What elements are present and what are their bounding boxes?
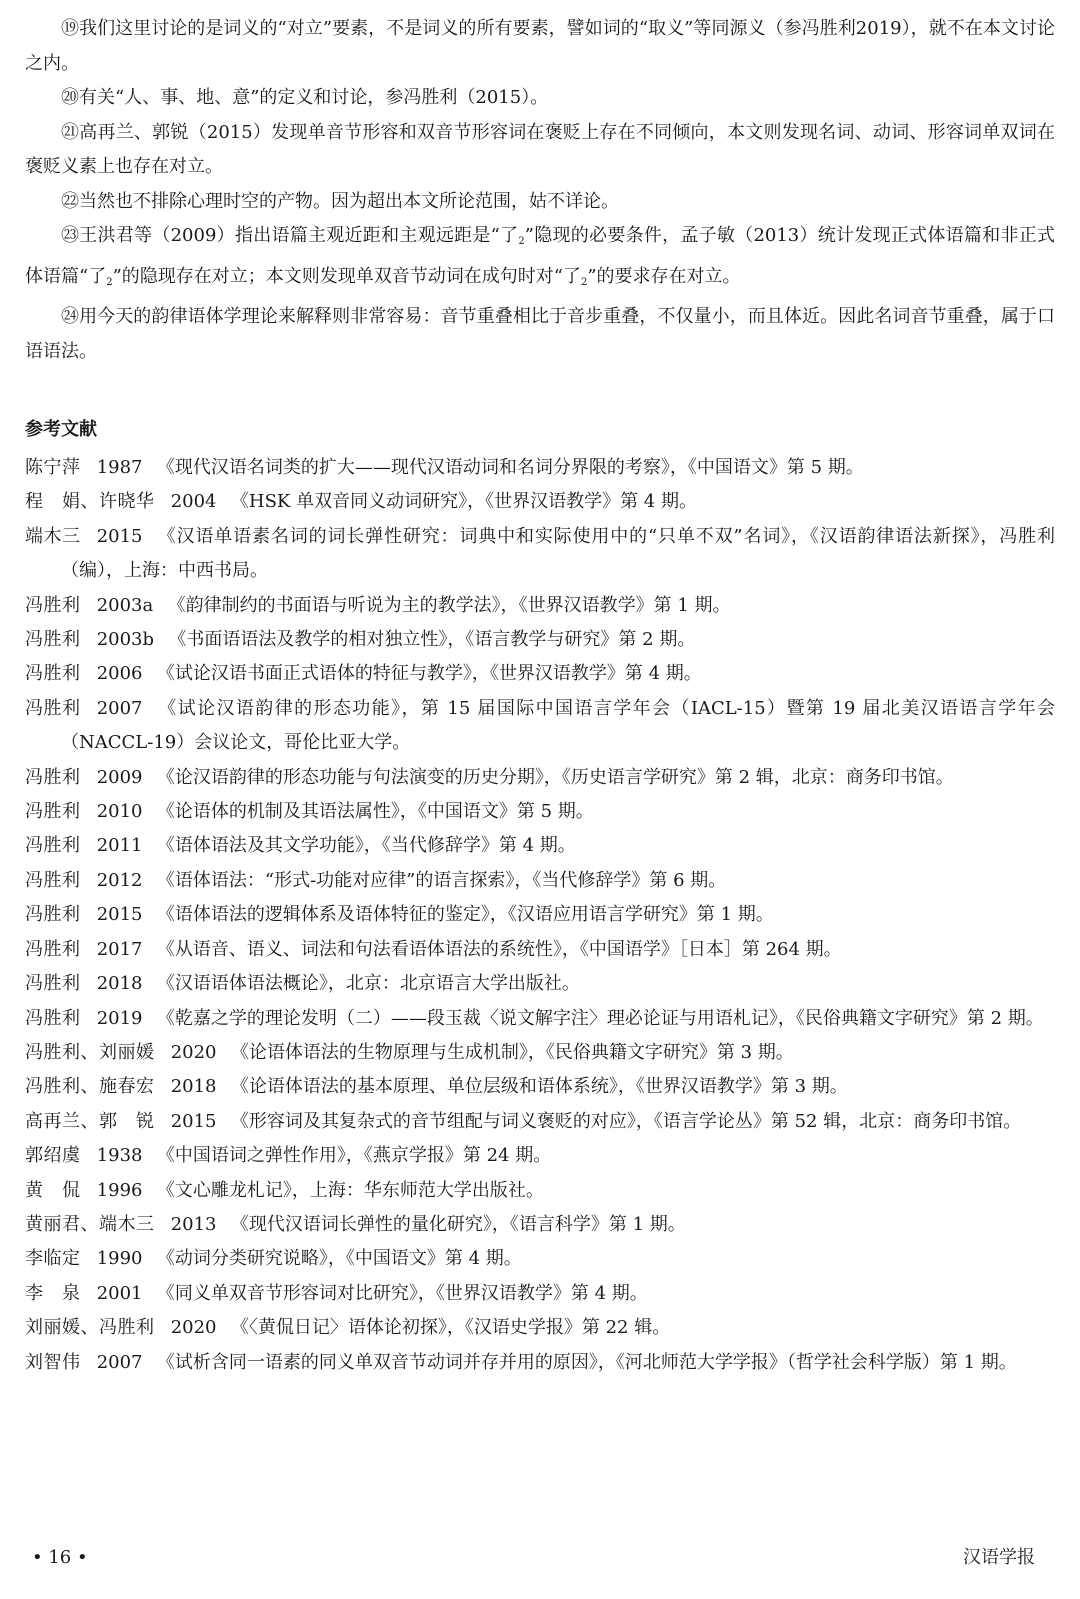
reference-text: 《中国语词之弹性作用》，《燕京学报》第 24 期。	[156, 1145, 552, 1167]
footnote-23-part: ”的要求存在对立。	[587, 265, 741, 287]
reference-year: 2004	[170, 491, 217, 513]
reference-author: 刘智伟	[25, 1351, 81, 1373]
reference-text: 《论语体语法的基本原理、单位层级和语体系统》，《世界汉语教学》第 3 期。	[230, 1076, 848, 1098]
page-number: • 16 •	[32, 1547, 88, 1568]
reference-year: 1987	[96, 457, 143, 478]
reference-year: 2001	[96, 1282, 143, 1304]
reference-text: 《现代汉语名词类的扩大——现代汉语动词和名词分界限的考察》，《中国语文》第 5 期。	[156, 457, 864, 478]
reference-year: 2003b	[96, 629, 155, 651]
reference-entry	[25, 1311, 1055, 1345]
reference-text: 《试论汉语书面正式语体的特征与教学》，《世界汉语教学》第 4 期。	[156, 663, 702, 685]
reference-author: 刘丽媛、冯胜利	[25, 1317, 155, 1339]
reference-author: 冯胜利	[25, 973, 81, 995]
reference-year: 2006	[96, 663, 143, 685]
reference-text: 《同义单双音节形容词对比研究》，《世界汉语教学》第 4 期。	[156, 1282, 648, 1304]
reference-entry	[25, 451, 1055, 485]
reference-entry	[25, 589, 1055, 623]
reference-text: 《试论汉语韵律的形态功能》，第 15 届国际中国语言学年会（IACL-15）暨第 19 届北美汉语语言学年会（NACCL-19）会议论文，哥伦比亚大学。	[61, 697, 1055, 754]
reference-year: 1938	[96, 1145, 143, 1167]
reference-entry	[25, 1346, 1055, 1380]
reference-entry	[25, 520, 1055, 589]
reference-author: 冯胜利	[25, 766, 81, 788]
reference-author: 高再兰、郭 锐	[25, 1110, 155, 1132]
subscript: 2	[518, 236, 525, 247]
reference-text: 《文心雕龙札记》，上海：华东师范大学出版社。	[156, 1179, 544, 1201]
reference-author: 冯胜利	[25, 663, 81, 685]
reference-author: 黄丽君、端木三	[25, 1213, 155, 1235]
reference-entry	[25, 1139, 1055, 1173]
footnote-23-part: ”的隐现存在对立；本文则发现单双音节动词在成句时对“了	[112, 265, 581, 287]
reference-text: 《试析含同一语素的同义单双音节动词并存并用的原因》，《河北师范大学学报》（哲学社会科学版）第 1 期。	[156, 1351, 1017, 1373]
reference-text: 《形容词及其复杂式的音节组配与词义褒贬的对应》，《语言学论丛》第 52 辑，北京：商务印书馆。	[230, 1110, 1022, 1132]
reference-entry	[25, 1174, 1055, 1208]
journal-name: 汉语学报	[963, 1547, 1035, 1568]
reference-entry	[25, 795, 1055, 829]
reference-author: 冯胜利、施春宏	[25, 1076, 155, 1098]
reference-year: 2007	[96, 1351, 143, 1373]
reference-list	[25, 451, 1055, 1380]
reference-author: 冯胜利	[25, 904, 81, 926]
footnote-23-part: ”隐现的必要条件，孟子敏（2013）统计发现正式体语篇和非正式体语篇“了	[25, 225, 1055, 287]
reference-year: 2007	[96, 697, 143, 719]
reference-author: 冯胜利	[25, 594, 81, 616]
reference-entry	[25, 692, 1055, 761]
reference-year: 2019	[96, 1007, 143, 1029]
page-footer	[32, 1541, 1035, 1575]
reference-text: 《语体语法：“形式-功能对应律”的语言探索》，《当代修辞学》第 6 期。	[156, 869, 727, 891]
reference-year: 2015	[96, 525, 143, 547]
footnote-20: ⑳有关“人、事、地、意”的定义和讨论，参冯胜利（2015）。	[61, 87, 549, 108]
reference-author: 李临定	[25, 1248, 81, 1270]
reference-author: 冯胜利	[25, 629, 81, 651]
reference-year: 2009	[96, 766, 143, 788]
reference-year: 2018	[170, 1076, 217, 1098]
reference-text: 《论语体语法的生物原理与生成机制》，《民俗典籍文字研究》第 3 期。	[230, 1041, 794, 1063]
reference-entry	[25, 1277, 1055, 1311]
reference-text: 《书面语语法及教学的相对独立性》，《语言教学与研究》第 2 期。	[168, 629, 696, 651]
footnote-19: ⑲我们这里讨论的是词义的“对立”要素，不是词义的所有要素，譬如词的“取义”等同源义（参冯胜利2019），就不在本文讨论之内。	[25, 18, 1055, 74]
reference-text: 《汉语单语素名词的词长弹性研究：词典中和实际使用中的“只单不双”名词》，《汉语韵律语法新探》，冯胜利（编），上海：中西书局。	[61, 525, 1055, 582]
reference-text: 《韵律制约的书面语与听说为主的教学法》，《世界汉语教学》第 1 期。	[167, 594, 731, 616]
reference-text: 《乾嘉之学的理论发明（二）——段玉裁〈说文解字注〉理必论证与用语札记》，《民俗典籍文字研究》第 2 期。	[156, 1007, 1044, 1029]
reference-text: 《语体语法的逻辑体系及语体特征的鉴定》，《汉语应用语言学研究》第 1 期。	[156, 904, 774, 926]
reference-year: 2020	[170, 1041, 217, 1063]
reference-author: 冯胜利	[25, 801, 81, 823]
reference-year: 2018	[96, 973, 143, 995]
reference-year: 2011	[96, 835, 143, 857]
footnote-22: ㉒当然也不排除心理时空的产物。因为超出本文所论范围，姑不详论。	[61, 190, 619, 212]
reference-author: 李 泉	[25, 1282, 81, 1304]
reference-year: 2013	[170, 1213, 217, 1235]
reference-author: 冯胜利	[25, 869, 81, 891]
reference-year: 2015	[170, 1110, 217, 1132]
reference-year: 2010	[96, 801, 143, 823]
reference-author: 郭绍虞	[25, 1145, 81, 1167]
reference-entry	[25, 898, 1055, 932]
reference-entry	[25, 1002, 1055, 1036]
reference-text: 《现代汉语词长弹性的量化研究》，《语言科学》第 1 期。	[230, 1213, 686, 1235]
reference-author: 冯胜利	[25, 697, 81, 719]
reference-text: 《汉语语体语法概论》，北京：北京语言大学出版社。	[156, 973, 580, 995]
reference-entry	[25, 1242, 1055, 1276]
reference-entry	[25, 1036, 1055, 1070]
reference-entry	[25, 1105, 1055, 1139]
reference-year: 2020	[170, 1317, 217, 1339]
reference-entry	[25, 657, 1055, 691]
reference-text: 《〈黄侃日记〉语体论初探》，《汉语史学报》第 22 辑。	[230, 1317, 671, 1339]
footnotes	[25, 12, 1055, 369]
reference-year: 2003a	[96, 594, 154, 616]
reference-author: 黄 侃	[25, 1179, 81, 1201]
reference-entry	[25, 967, 1055, 1001]
reference-year: 2015	[96, 904, 143, 926]
reference-year: 1990	[96, 1248, 143, 1270]
reference-entry	[25, 1208, 1055, 1242]
reference-text: 《从语音、语义、词法和句法看语体语法的系统性》，《中国语学》［日本］第 264 期。	[156, 938, 842, 960]
reference-text: 《论语体的机制及其语法属性》，《中国语文》第 5 期。	[156, 801, 594, 823]
reference-author: 冯胜利	[25, 1007, 81, 1029]
reference-text: 《HSK 单双音同义动词研究》，《世界汉语教学》第 4 期。	[230, 491, 697, 513]
reference-author: 程 娟、许晓华	[25, 491, 155, 513]
reference-entry	[25, 623, 1055, 657]
page-body	[25, 12, 1055, 1380]
reference-author: 冯胜利	[25, 938, 81, 960]
reference-author: 端木三	[25, 525, 81, 547]
reference-entry	[25, 485, 1055, 519]
reference-author: 陈宁萍	[25, 457, 81, 478]
reference-text: 《论汉语韵律的形态功能与句法演变的历史分期》，《历史语言学研究》第 2 辑，北京：商务印书馆。	[156, 766, 954, 788]
footnote-24: ㉔用今天的韵律语体学理论来解释则非常容易：音节重叠相比于音步重叠，不仅量小，而且体近。因此名词音节重叠，属于口语语法。	[25, 306, 1055, 362]
reference-entry	[25, 1070, 1055, 1104]
subscript: 2	[106, 276, 113, 288]
reference-year: 2017	[96, 938, 143, 960]
reference-text: 《语体语法及其文学功能》，《当代修辞学》第 4 期。	[156, 835, 576, 857]
reference-entry	[25, 933, 1055, 967]
footnote-23-part: ㉓王洪君等（2009）指出语篇主观近距和主观远距是“了	[61, 225, 519, 246]
footnote-21: ㉑高再兰、郭锐（2015）发现单音节形容和双音节形容词在褒贬上存在不同倾向，本文则发现名词、动词、形容词单双词在褒贬义素上也存在对立。	[25, 121, 1055, 177]
reference-text: 《动词分类研究说略》，《中国语文》第 4 期。	[156, 1248, 522, 1270]
subscript: 2	[580, 276, 588, 288]
reference-entry	[25, 761, 1055, 795]
references-heading: 参考文献	[25, 419, 97, 440]
reference-author: 冯胜利、刘丽媛	[25, 1041, 155, 1063]
footnote-23	[25, 219, 1055, 300]
reference-year: 1996	[96, 1179, 143, 1201]
reference-year: 2012	[96, 869, 143, 891]
reference-author: 冯胜利	[25, 835, 81, 857]
reference-entry	[25, 829, 1055, 863]
reference-entry	[25, 864, 1055, 898]
